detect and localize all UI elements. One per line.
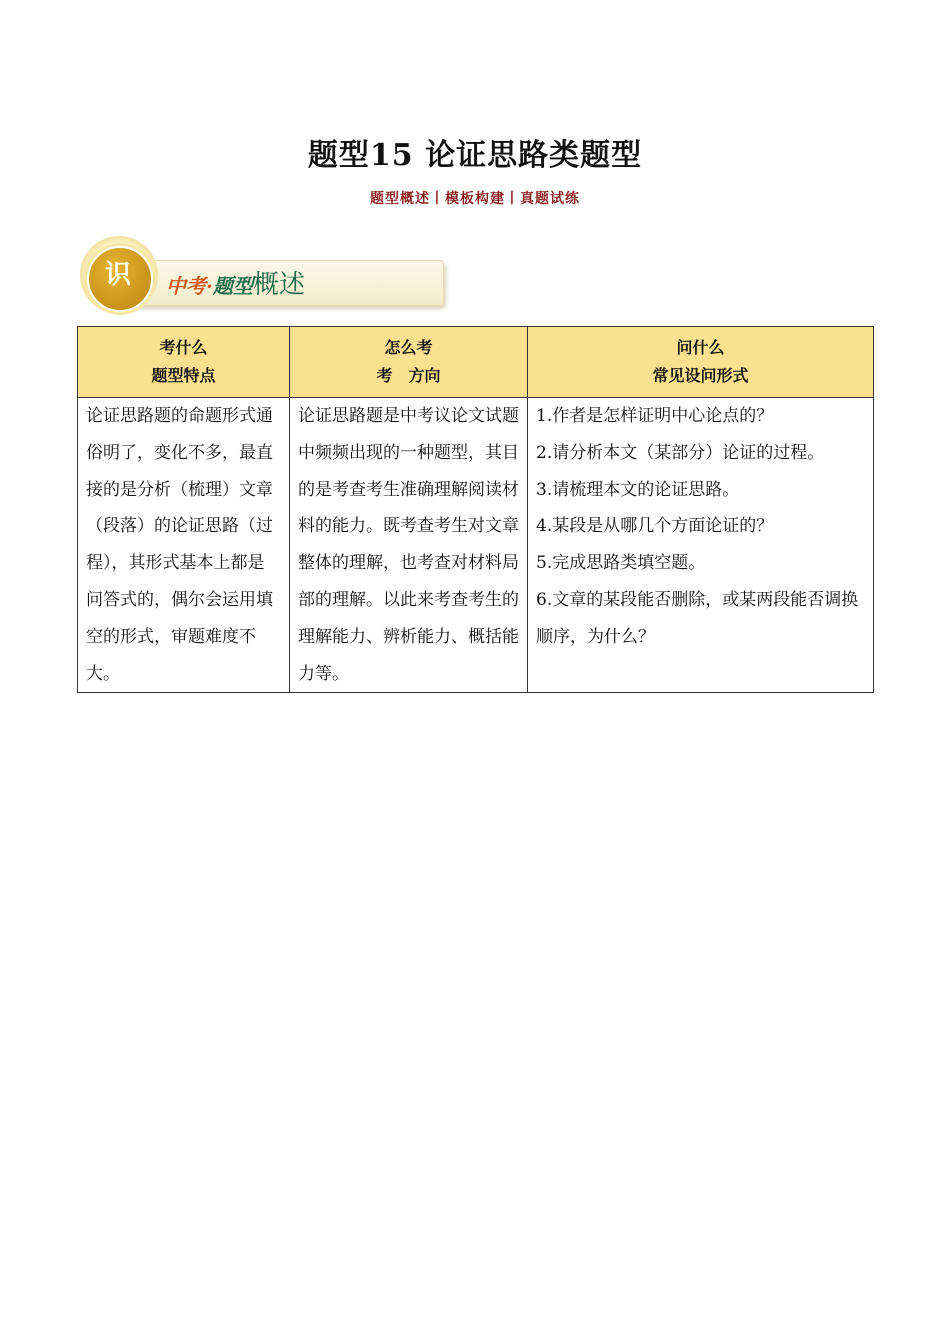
cell-text: 论证思路题是中考议论文试题中频频出现的一种题型，其目的是考查考生准确理解阅读材料的能力。既考查考生对文章整体的理解，也考查对材料局部的理解。以此来考查考生的理解能力、辨析能力、概括能力等。 bbox=[298, 406, 519, 684]
list-item: 1.作者是怎样证明中心论点的？ bbox=[536, 406, 774, 426]
header-cell-line1: 问什么 bbox=[676, 338, 725, 357]
overview-table bbox=[77, 326, 874, 693]
table-body-row bbox=[78, 398, 874, 693]
list-item: 4.某段是从哪几个方面论证的？ bbox=[536, 516, 774, 537]
section-badge-label-part3: 概述 bbox=[252, 270, 305, 300]
header-cell-line2: 题型特点 bbox=[151, 366, 216, 385]
header-cell-how-to-test bbox=[290, 327, 528, 398]
list-item: 3.请梳理本文的论证思路。 bbox=[536, 479, 740, 500]
header-cell-line1: 怎么考 bbox=[384, 338, 433, 357]
cell-common-questions bbox=[528, 398, 874, 693]
page-subtitle: 题型概述丨模板构建丨真题试练 bbox=[370, 191, 580, 207]
section-badge-label-part1: 中考· bbox=[166, 274, 213, 298]
page-title: 题型15 论证思路类题型 bbox=[307, 138, 643, 173]
list-item: 5.完成思路类填空题。 bbox=[536, 553, 706, 574]
cell-question-features bbox=[78, 398, 290, 693]
table-header-row bbox=[78, 327, 874, 398]
header-cell-line2: 考 方向 bbox=[376, 366, 441, 385]
list-item: 2.请分析本文（某部分）论证的过程。 bbox=[536, 442, 825, 463]
cell-text: 论证思路题的命题形式通俗明了，变化不多，最直接的是分析（梳理）文章（段落）的论证思路（过程），其形式基本上都是问答式的，偶尔会运用填空的形式，审题难度不大。 bbox=[86, 406, 273, 684]
header-cell-line2: 常见设问形式 bbox=[652, 366, 749, 385]
cell-test-direction bbox=[290, 398, 528, 693]
list-item: 6.文章的某段能否删除，或某两段能否调换顺序，为什么？ bbox=[536, 589, 859, 647]
section-badge-char: 识 bbox=[104, 260, 131, 290]
section-badge-label-part2: 题型 bbox=[212, 274, 253, 298]
section-badge bbox=[80, 236, 380, 312]
header-cell-what-to-test bbox=[78, 327, 290, 398]
header-cell-line1: 考什么 bbox=[159, 338, 208, 357]
section-badge-label bbox=[166, 264, 305, 301]
header-cell-what-to-ask bbox=[528, 327, 874, 398]
